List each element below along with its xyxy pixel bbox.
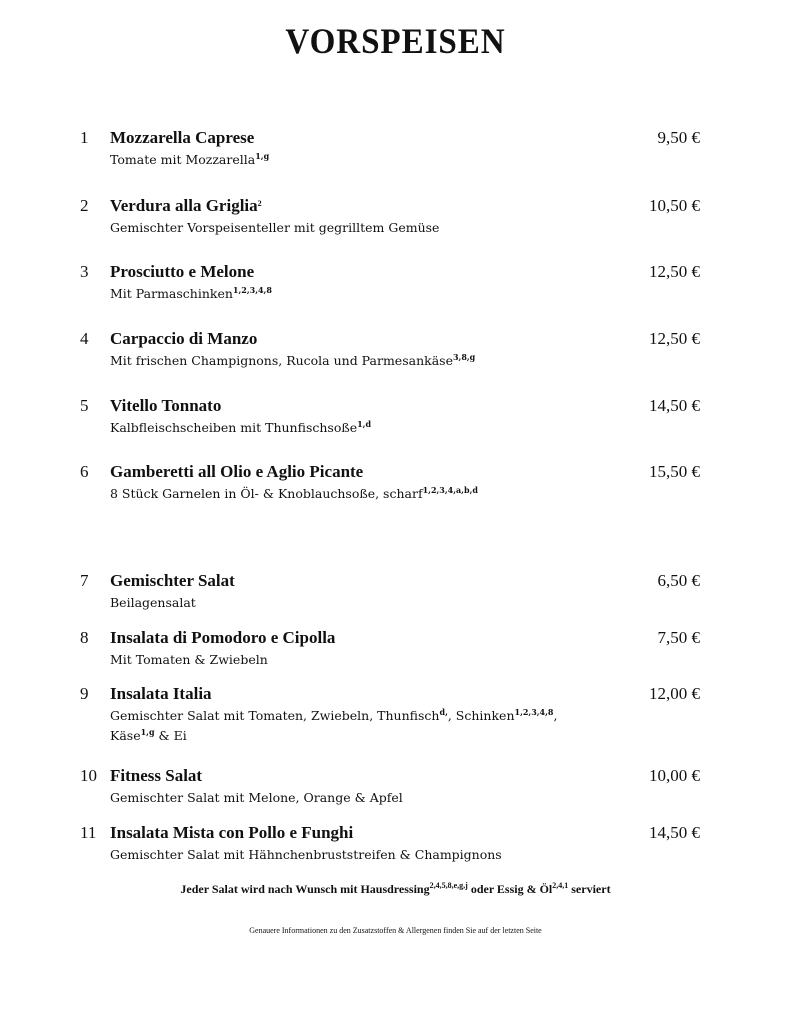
text-segment: Tomate mit Mozzarella bbox=[110, 152, 256, 167]
allergen-code: 2 bbox=[257, 199, 262, 208]
item-price: 7,50 € bbox=[657, 628, 700, 647]
allergen-footer: Genauere Informationen zu den Zusatzstoffen & Allergenen finden Sie auf der letzten Seite bbox=[249, 926, 542, 935]
text-segment: Mit Parmaschinken bbox=[110, 286, 233, 301]
item-name-text: Vitello Tonnato bbox=[110, 396, 222, 415]
item-number: 6 bbox=[80, 462, 89, 481]
item-name-text: Verdura alla Griglia bbox=[110, 196, 258, 215]
item-name-text: Insalata Italia bbox=[110, 684, 212, 703]
item-number: 8 bbox=[80, 628, 89, 647]
item-price: 10,50 € bbox=[649, 196, 700, 215]
item-name-text: Carpaccio di Manzo bbox=[110, 329, 258, 348]
item-price: 14,50 € bbox=[649, 823, 700, 842]
item-name-text: Mozzarella Caprese bbox=[110, 128, 255, 147]
item-number: 1 bbox=[80, 128, 89, 147]
item-description bbox=[110, 593, 610, 613]
item-name bbox=[110, 628, 335, 648]
allergen-code: 1,2,3,4,a,b,d bbox=[422, 485, 478, 495]
item-number: 10 bbox=[80, 766, 97, 785]
item-name-text: Gemischter Salat bbox=[110, 571, 235, 590]
item-price: 6,50 € bbox=[657, 571, 700, 590]
item-name bbox=[110, 462, 363, 482]
item-number: 11 bbox=[80, 823, 97, 842]
item-price: 12,00 € bbox=[649, 684, 700, 703]
item-number: 7 bbox=[80, 571, 89, 590]
item-price: 10,00 € bbox=[649, 766, 700, 785]
allergen-code: 1,g bbox=[140, 727, 155, 737]
text-segment: Jeder Salat wird nach Wunsch mit Hausdressing bbox=[180, 882, 430, 896]
item-number: 3 bbox=[80, 262, 89, 281]
allergen-code: 1,d bbox=[357, 419, 372, 429]
item-name-text: Fitness Salat bbox=[110, 766, 203, 785]
text-segment: Gemischter Vorspeisenteller mit gegrilltem Gemüse bbox=[110, 220, 440, 235]
text-segment: , bbox=[553, 708, 558, 723]
text-segment: & Ei bbox=[154, 728, 187, 743]
item-price: 12,50 € bbox=[649, 329, 700, 348]
item-name bbox=[110, 684, 212, 704]
item-description bbox=[110, 150, 610, 170]
text-segment: Gemischter Salat mit Hähnchenbruststreifen & Champignons bbox=[110, 847, 502, 862]
item-price: 12,50 € bbox=[649, 262, 700, 281]
item-name bbox=[110, 571, 235, 591]
item-description bbox=[110, 845, 610, 865]
item-description bbox=[110, 650, 610, 670]
item-name bbox=[110, 262, 254, 282]
text-segment: Mit frischen Champignons, Rucola und Parmesankäse bbox=[110, 353, 453, 368]
text-segment: Beilagensalat bbox=[110, 595, 196, 610]
item-description bbox=[110, 788, 610, 808]
allergen-code: 2,4,5,8,e,g,j bbox=[429, 881, 468, 890]
item-name bbox=[110, 396, 221, 416]
dressing-note bbox=[0, 882, 791, 897]
item-price: 15,50 € bbox=[649, 462, 700, 481]
text-segment: Käse bbox=[110, 728, 141, 743]
allergen-code: 2,4,1 bbox=[552, 881, 569, 890]
text-segment: Gemischter Salat mit Tomaten, Zwiebeln, Thunfisch bbox=[110, 708, 440, 723]
item-price: 14,50 € bbox=[649, 396, 700, 415]
allergen-code: 1,g bbox=[255, 151, 270, 161]
item-number: 5 bbox=[80, 396, 89, 415]
page-title: VORSPEISEN bbox=[285, 21, 506, 61]
item-description bbox=[110, 418, 610, 438]
item-name bbox=[110, 128, 254, 148]
item-name bbox=[110, 329, 257, 349]
item-name-text: Insalata Mista con Pollo e Funghi bbox=[110, 823, 354, 842]
allergen-code: d, bbox=[439, 707, 448, 717]
allergen-code: 3,8,g bbox=[452, 352, 476, 362]
text-segment: oder Essig & Öl bbox=[467, 882, 553, 896]
item-name-text: Gamberetti all Olio e Aglio Picante bbox=[110, 462, 364, 481]
item-name bbox=[110, 766, 202, 786]
text-segment: serviert bbox=[568, 882, 611, 896]
item-name-text: Prosciutto e Melone bbox=[110, 262, 255, 281]
item-number: 9 bbox=[80, 684, 89, 703]
item-description bbox=[110, 484, 610, 504]
item-description bbox=[110, 351, 610, 371]
item-number: 4 bbox=[80, 329, 89, 348]
item-description bbox=[110, 284, 610, 304]
allergen-code: 1,2,3,4,8 bbox=[514, 707, 554, 717]
item-description bbox=[110, 218, 610, 238]
text-segment: Gemischter Salat mit Melone, Orange & Apfel bbox=[110, 790, 403, 805]
text-segment: 8 Stück Garnelen in Öl- & Knoblauchsoße, scharf bbox=[110, 486, 423, 501]
text-segment: Kalbfleischscheiben mit Thunfischsoße bbox=[110, 420, 358, 435]
item-price: 9,50 € bbox=[657, 128, 700, 147]
allergen-code: 1,2,3,4,8 bbox=[232, 285, 272, 295]
text-segment: Mit Tomaten & Zwiebeln bbox=[110, 652, 268, 667]
item-name bbox=[110, 823, 353, 843]
item-name bbox=[110, 196, 262, 216]
text-segment: , Schinken bbox=[447, 708, 515, 723]
item-name-text: Insalata di Pomodoro e Cipolla bbox=[110, 628, 336, 647]
item-number: 2 bbox=[80, 196, 89, 215]
item-description bbox=[110, 706, 610, 746]
